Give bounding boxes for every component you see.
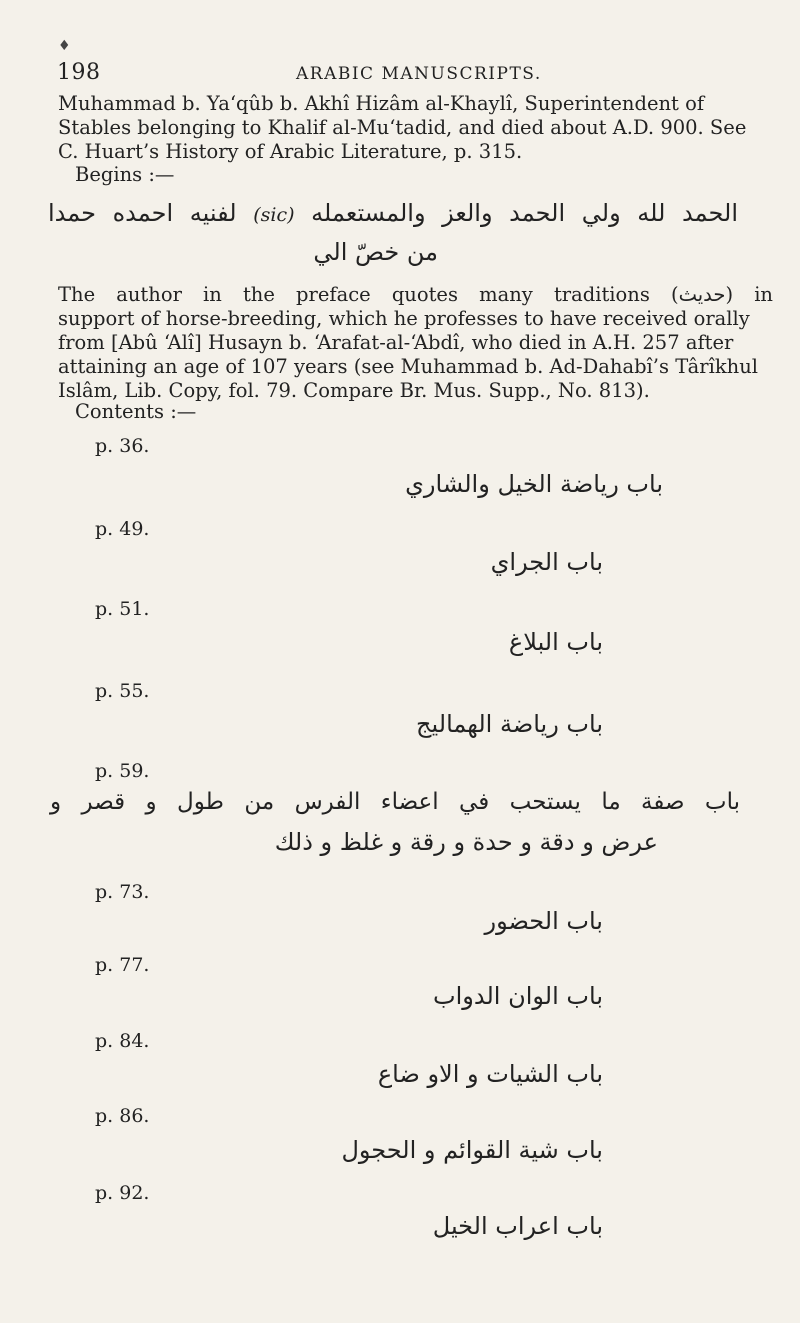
running-head: ARABIC MANUSCRIPTS. bbox=[296, 64, 542, 84]
contents-page-ref: p. 84. bbox=[95, 1030, 150, 1052]
begins-arabic-text: لفنيه احمده حمدا bbox=[48, 199, 237, 227]
note-line: support of horse-breeding, which he professes to have received orally bbox=[58, 307, 750, 330]
contents-title: باب الحضور bbox=[484, 907, 603, 935]
contents-page-ref: p. 49. bbox=[95, 518, 150, 540]
begins-arabic-line-2: من خصّ الي bbox=[313, 238, 438, 266]
note-text: ) in bbox=[725, 283, 773, 306]
contents-title: باب شية القوائم و الحجول bbox=[341, 1136, 603, 1164]
contents-page-ref: p. 77. bbox=[95, 954, 150, 976]
description-line: Stables belonging to Khalif al-Mu‘tadid, and died about A.D. 900. See bbox=[58, 116, 747, 139]
description-paragraph bbox=[58, 92, 773, 164]
contents-page-ref: p. 55. bbox=[95, 680, 150, 702]
note-line: attaining an age of 107 years (see Muhammad b. Ad-Dahabî’s Târîkhul bbox=[58, 355, 759, 378]
contents-page-ref: p. 51. bbox=[95, 598, 150, 620]
contents-title-line: باب صفة ما يستحب في اعضاء الفرس من طول و قصر و bbox=[50, 789, 740, 815]
ink-mark: ♦ bbox=[58, 38, 71, 54]
note-line bbox=[58, 283, 773, 307]
contents-title: باب رياضة الهماليج bbox=[416, 710, 603, 738]
page-number: 198 bbox=[57, 60, 101, 85]
note-line: from [Abû ‘Alî] Husayn b. ‘Arafat-al-‘Abdî, who died in A.H. 257 after bbox=[58, 331, 734, 354]
page-header bbox=[0, 52, 800, 85]
contents-page-ref: p. 73. bbox=[95, 881, 150, 903]
contents-label: Contents :— bbox=[75, 400, 197, 423]
contents-page-ref: p. 36. bbox=[95, 435, 150, 457]
contents-page-ref: p. 59. bbox=[95, 760, 150, 782]
contents-title-line: عرض و دقة و حدة و رقة و غلظ و ذلك bbox=[274, 828, 658, 856]
contents-page-ref: p. 86. bbox=[95, 1105, 150, 1127]
contents-page-ref: p. 92. bbox=[95, 1182, 150, 1204]
contents-title: باب البلاغ bbox=[508, 628, 603, 656]
contents-title: باب رياضة الخيل والشاري bbox=[405, 470, 663, 498]
contents-title: باب الوان الدواب bbox=[433, 982, 603, 1010]
note-text: The author in the preface quotes many traditions ( bbox=[58, 283, 679, 306]
contents-title: باب الشيات و الاو ضاع bbox=[377, 1060, 603, 1088]
begins-arabic-text: الحمد لله ولي الحمد والعز والمستعمله bbox=[311, 199, 738, 227]
sic-text: (sic) bbox=[253, 204, 295, 226]
contents-title: باب الجراي bbox=[490, 548, 603, 576]
begins-arabic-line-1 bbox=[48, 199, 738, 227]
contents-title: باب اعراب الخيل bbox=[432, 1212, 603, 1240]
note-line: Islâm, Lib. Copy, fol. 79. Compare Br. Mus. Supp., No. 813). bbox=[58, 379, 650, 402]
description-line: Muhammad b. Ya‘qûb b. Akhî Hizâm al-Khaylî, Superintendent of bbox=[58, 92, 705, 115]
begins-label: Begins :— bbox=[75, 163, 175, 186]
sic-annotation bbox=[253, 204, 294, 226]
description-line: C. Huart’s History of Arabic Literature, p. 315. bbox=[58, 140, 523, 163]
note-arabic: حديث bbox=[678, 283, 726, 306]
note-paragraph bbox=[58, 283, 773, 403]
